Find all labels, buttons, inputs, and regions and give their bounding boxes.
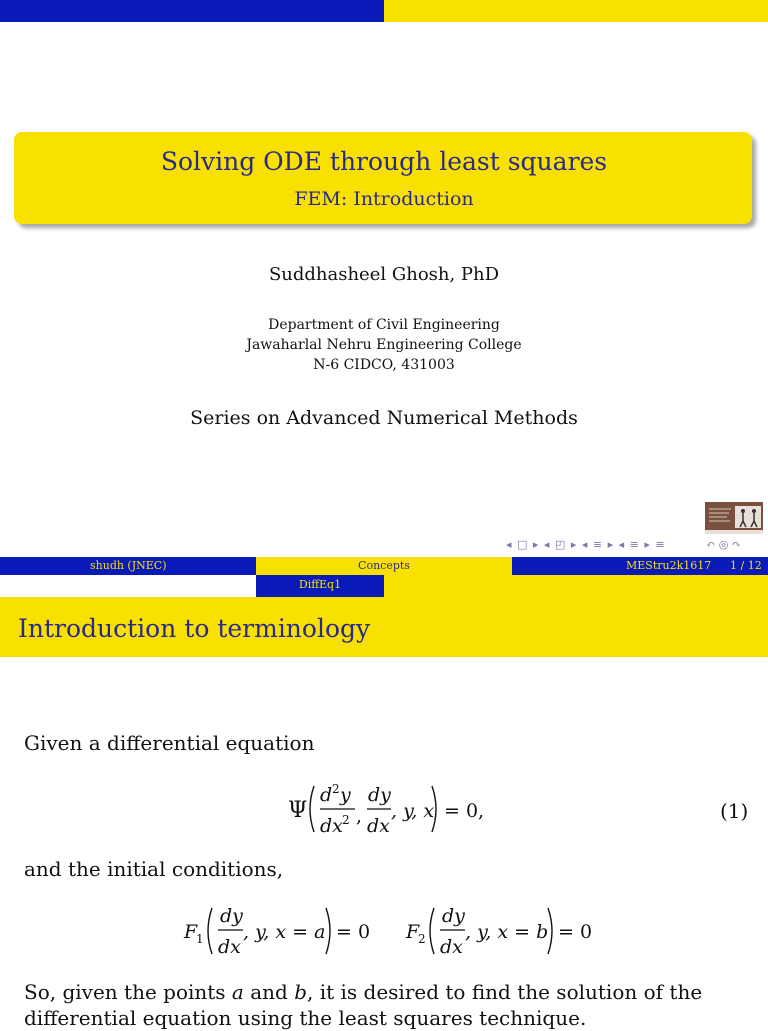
footer-section: Concepts bbox=[358, 559, 410, 572]
svg-text:dx: dx bbox=[367, 815, 390, 837]
footer-page-number: 1 / 12 bbox=[730, 559, 762, 572]
para3-text-2: , it is desired to find the solution of the differential equation using the least squares technique. bbox=[24, 980, 703, 1030]
subsection-bar-right bbox=[384, 575, 768, 597]
series-name: Series on Advanced Numerical Methods bbox=[190, 407, 578, 429]
svg-text:= 0: = 0 bbox=[336, 921, 371, 943]
institution-line-2: Jawaharlal Nehru Engineering College bbox=[246, 337, 522, 353]
beamer-zoom-icons[interactable]: ↶ ◎ ↷ bbox=[706, 538, 742, 551]
svg-text:dx: dx bbox=[218, 936, 241, 958]
para3-text-1: So, given the points bbox=[24, 980, 232, 1004]
svg-text:, y, x: , y, x bbox=[391, 800, 435, 822]
paragraph-initial-conditions: and the initial conditions, bbox=[24, 857, 284, 881]
svg-text:F: F bbox=[406, 921, 420, 943]
svg-text:y: y bbox=[340, 784, 351, 806]
svg-text:d: d bbox=[320, 784, 333, 806]
svg-text:, y, x = b: , y, x = b bbox=[465, 921, 549, 943]
para3-and: and bbox=[243, 980, 295, 1004]
footer-course-code: MEStru2k1617 bbox=[626, 559, 712, 572]
svg-text:1: 1 bbox=[196, 932, 204, 946]
slide-subtitle: FEM: Introduction bbox=[294, 188, 474, 210]
title-box bbox=[14, 132, 752, 224]
header-bar-right bbox=[384, 0, 768, 22]
svg-text:= 0: = 0 bbox=[558, 921, 593, 943]
svg-text:dy: dy bbox=[220, 905, 243, 927]
svg-text:dy: dy bbox=[442, 905, 465, 927]
svg-text:,: , bbox=[356, 805, 363, 827]
subsection-tab-label: DiffEq1 bbox=[298, 578, 342, 591]
logo-figure-icon bbox=[705, 502, 763, 534]
svg-text:Ψ: Ψ bbox=[288, 798, 308, 823]
equation-1 bbox=[280, 774, 500, 844]
svg-text:dx: dx bbox=[440, 936, 463, 958]
svg-text:2: 2 bbox=[332, 782, 340, 796]
paragraph-given-equation: Given a differential equation bbox=[24, 731, 315, 755]
equation-boundary-conditions bbox=[180, 898, 600, 964]
paragraph-problem-statement bbox=[24, 979, 744, 1031]
subsection-bar-left bbox=[0, 575, 256, 597]
svg-text:2: 2 bbox=[342, 813, 350, 827]
para3-var-b: b bbox=[294, 980, 307, 1004]
header-bar-left bbox=[0, 0, 384, 22]
para3-var-a: a bbox=[231, 980, 244, 1004]
svg-text:F: F bbox=[184, 921, 198, 943]
svg-text:dy: dy bbox=[368, 784, 391, 806]
institution-line-3: N-6 CIDCO, 431003 bbox=[313, 357, 455, 373]
frame-title: Introduction to terminology bbox=[18, 614, 371, 643]
author-name: Suddhasheel Ghosh, PhD bbox=[268, 264, 500, 285]
svg-text:= 0,: = 0, bbox=[444, 800, 485, 822]
svg-text:, y, x = a: , y, x = a bbox=[243, 921, 326, 943]
svg-text:dx: dx bbox=[320, 815, 343, 837]
institution-line-1: Department of Civil Engineering bbox=[268, 317, 500, 333]
equation-number: (1) bbox=[720, 799, 749, 823]
footer-author: shudh (JNEC) bbox=[90, 559, 167, 572]
institution-logo bbox=[705, 502, 763, 534]
slide-title: Solving ODE through least squares bbox=[160, 147, 608, 176]
svg-text:2: 2 bbox=[418, 932, 426, 946]
beamer-navigation-icons[interactable]: ◂ □ ▸ ◂ ◰ ▸ ◂ ≡ ▸ ◂ ≡ ▸ ≡ bbox=[506, 538, 666, 551]
